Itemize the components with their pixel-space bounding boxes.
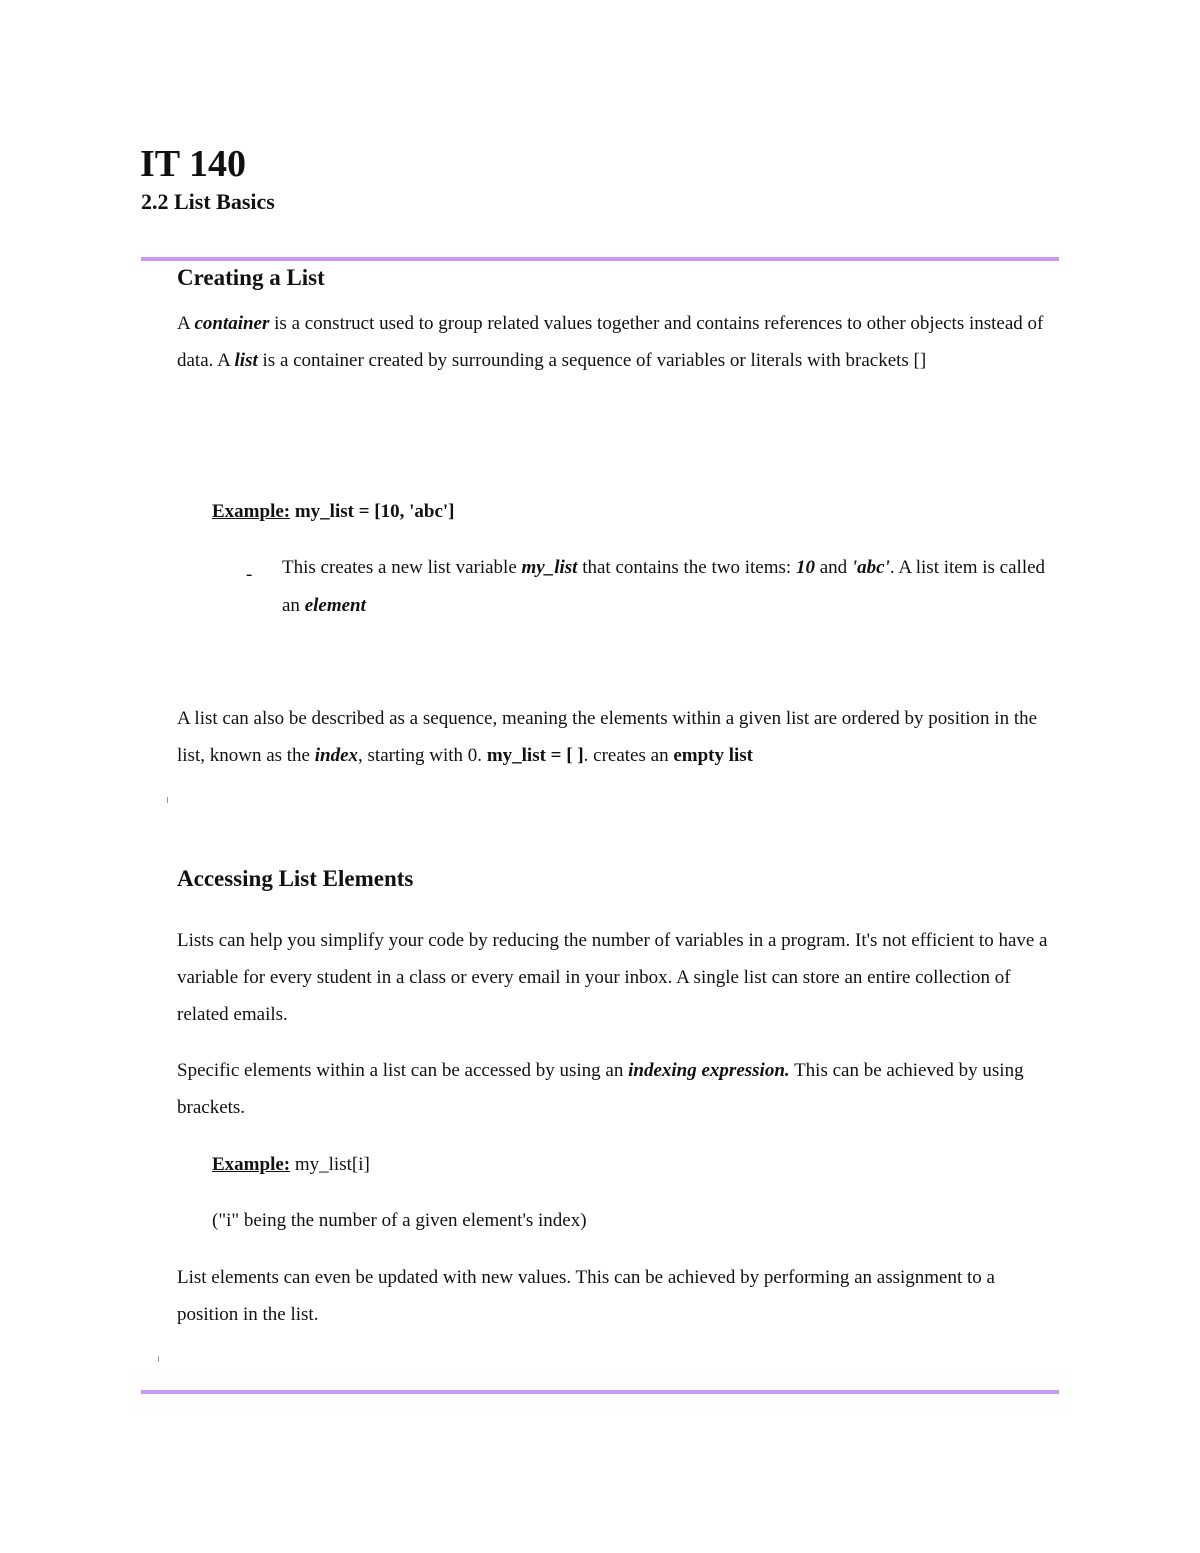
top-divider xyxy=(141,257,1059,261)
term-element: element xyxy=(304,595,366,616)
term-empty-list: empty list xyxy=(673,745,754,766)
example-index-note: ("i" being the number of a given element's index) xyxy=(212,1210,587,1231)
container-definition-paragraph: A container is a construct used to group related values together and contains references to other objects instead of data. A list is a container created by surrounding a sequence of variables or literals with brackets [] xyxy=(177,313,1044,371)
bullet-dash: - xyxy=(246,564,253,585)
section-heading-creating-a-list: Creating a List xyxy=(177,265,325,290)
update-elements-paragraph: List elements can even be updated with new values. This can be achieved by performing an assignment to a position in the list. xyxy=(177,1267,995,1325)
simplify-code-paragraph: Lists can help you simplify your code by reducing the number of variables in a program. It's not efficient to have a variable for every student in a class or every email in your inbox. A single list can store an entire collection of related emails. xyxy=(177,930,1048,1025)
indexing-paragraph: Specific elements within a list can be accessed by using an indexing expression. This can be achieved by using brackets. xyxy=(177,1060,1024,1118)
bullet-explanation: This creates a new list variable my_list that contains the two items: 10 and 'abc'. A list item is called an element xyxy=(282,557,1046,616)
term-list: list xyxy=(234,350,258,371)
margin-mark xyxy=(167,797,168,803)
document-subtitle: 2.2 List Basics xyxy=(141,189,275,214)
example-code: my_list[i] xyxy=(290,1154,370,1175)
term-abc: 'abc' xyxy=(851,557,890,578)
term-indexing-expression: indexing expression. xyxy=(628,1060,790,1081)
margin-mark xyxy=(158,1356,159,1362)
term-my-list: my_list xyxy=(521,557,578,578)
section-heading-accessing-list-elements: Accessing List Elements xyxy=(177,866,414,891)
example-index-access xyxy=(212,1146,370,1183)
example-label: Example: xyxy=(212,501,291,522)
bottom-divider xyxy=(141,1390,1059,1394)
term-container: container xyxy=(194,313,270,334)
term-ten: 10 xyxy=(795,557,815,578)
example-label: Example: xyxy=(212,1154,291,1175)
example-create-list xyxy=(212,493,455,530)
sequence-paragraph: A list can also be described as a sequence, meaning the elements within a given list are ordered by position in the list, known as the index, starting with 0. my_list = [ ]. creates an empty list xyxy=(177,708,1038,766)
course-title: IT 140 xyxy=(140,143,246,185)
term-index: index xyxy=(314,745,359,766)
empty-list-code: my_list = [ ] xyxy=(486,745,584,766)
example-code: my_list = [10, 'abc'] xyxy=(290,501,455,522)
